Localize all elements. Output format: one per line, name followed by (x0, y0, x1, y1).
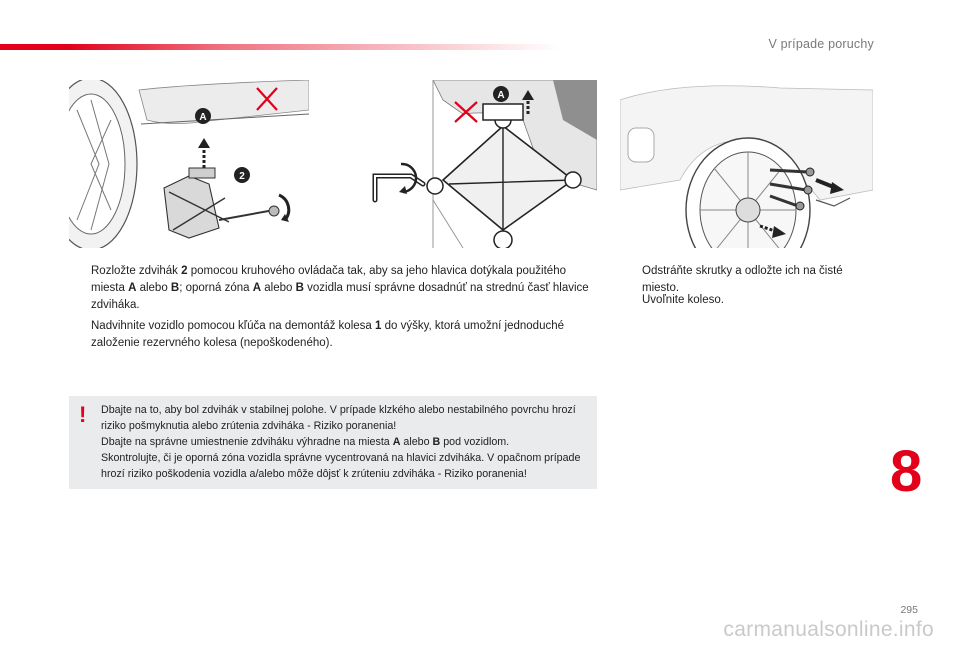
figure-wheel-removal (620, 80, 873, 248)
figure-jack-placement (69, 80, 309, 248)
section-title: V prípade poruchy (768, 37, 874, 51)
warning-line-2: Dbajte na správne umiestnenie zdviháku výhradne na miesta A alebo B pod vozidlom. (101, 436, 510, 448)
chapter-number: 8 (890, 439, 923, 504)
instruction-step-2: Nadvihnite vozidlo pomocou kľúča na demontáž kolesa 1 do výšky, ktorá umožní jednoduché založenie rezervného kolesa (nepoškodeného). (91, 320, 565, 349)
header-accent-bar (0, 44, 560, 50)
warning-line-3: Skontrolujte, či je oporná zóna vozidla správne vycentrovaná na hlavici zdviháka. V opačnom prípade hrozí riziko poškodenia vozidla a/alebo môže dôjsť k zrúteniu zdviháka - Riziko poranenia! (101, 452, 581, 480)
label-a-left: A (199, 112, 207, 123)
page-number: 295 (900, 604, 918, 616)
warning-box (69, 396, 597, 489)
warning-icon: ! (79, 402, 87, 427)
instruction-step-1: Rozložte zdvihák 2 pomocou kruhového ovládača tak, aby sa jeho hlavica dotýkala použitého miesta A alebo B; oporná zóna A alebo B vozidla musí správne dosadnúť na strednú časť hlavice zdviháka. (91, 265, 589, 311)
label-a-middle: A (497, 90, 505, 101)
warning-text (101, 402, 591, 482)
watermark: carmanualsonline.info (723, 618, 934, 641)
figure-jack-closeup (363, 80, 597, 248)
label-2: 2 (239, 171, 245, 182)
instruction-remove-bolts: Odstráňte skrutky a odložte ich na čisté miesto. (642, 265, 843, 294)
warning-line-1: Dbajte na to, aby bol zdvihák v stabilnej polohe. V prípade klzkého alebo nestabilného povrchu hrozí riziko pošmyknutia alebo zrútenia zdviháka - Riziko poranenia! (101, 404, 576, 432)
instruction-release-wheel: Uvoľnite koleso. (642, 294, 724, 306)
